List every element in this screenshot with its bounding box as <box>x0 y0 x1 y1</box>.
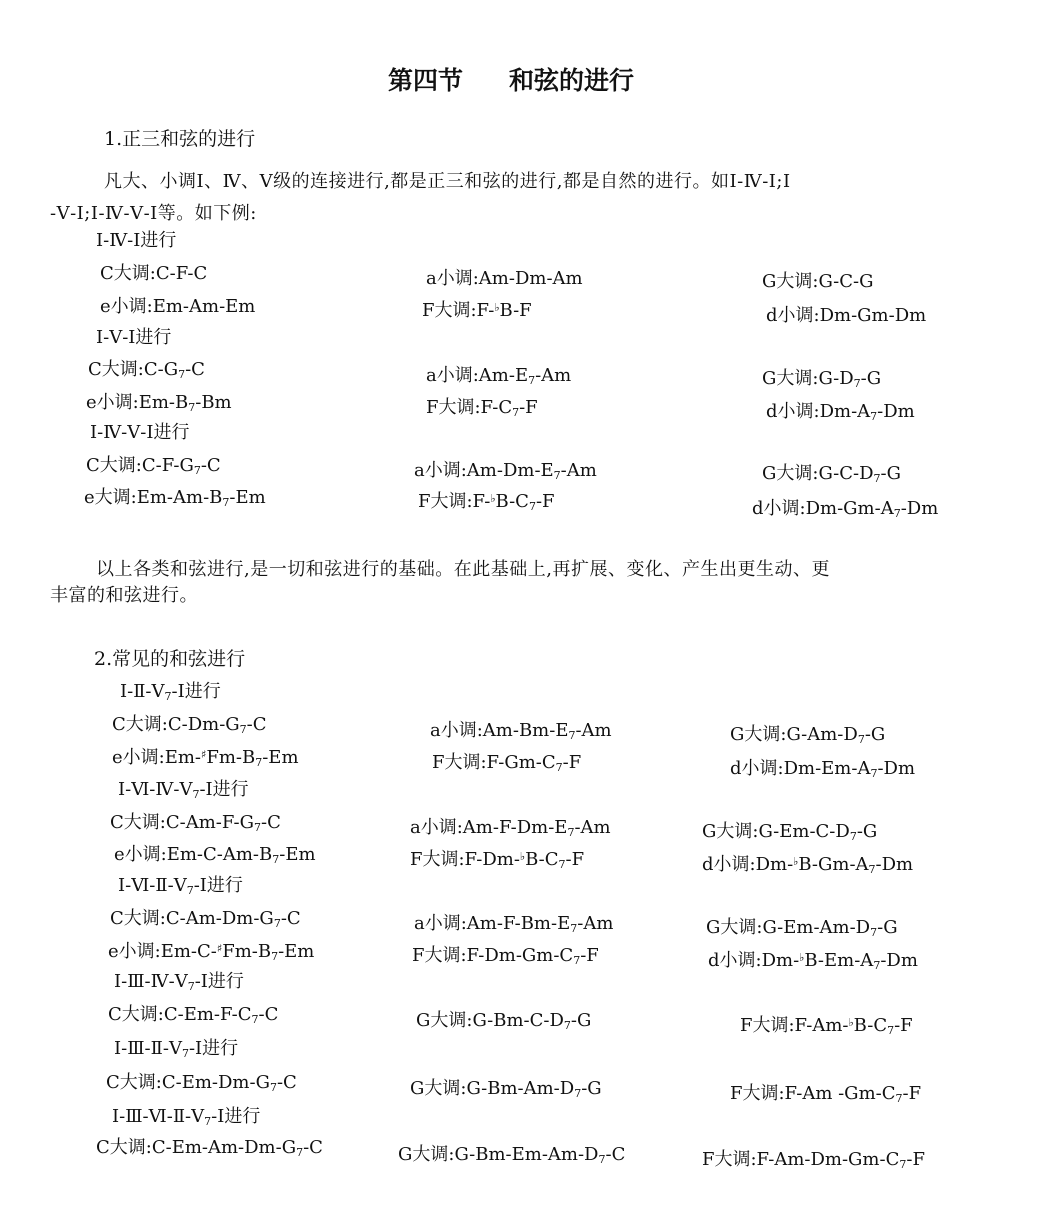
chord-line: a小调$:Am-E_7-Am$ <box>426 365 572 387</box>
chord-line: F大调$:F-Gm-C_7-F$ <box>432 752 582 774</box>
chord-line: G大调$:G-Em-C-D_7-G$ <box>702 821 878 843</box>
chord-line: C大调$:C-F-G_7-C$ <box>86 455 221 477</box>
paragraph-1-line-2: -Ⅴ-Ⅰ;Ⅰ-Ⅳ-Ⅴ-Ⅰ等。如下例: <box>50 203 257 224</box>
chord-line: e小调$:Em-B_7-Bm$ <box>86 392 232 414</box>
heading-2: 2.常见的和弦进行 <box>94 648 246 670</box>
progression-label: $Ⅰ-Ⅲ-Ⅳ-Ⅴ_7-Ⅰ$进行 <box>114 971 244 993</box>
chord-line: G大调$:G-Em-Am-D_7-G$ <box>706 917 898 939</box>
chord-line: a小调$:Am-Bm-E_7-Am$ <box>430 720 612 742</box>
chord-line: e小调:Em-Am-Em <box>100 296 256 317</box>
chord-line: F大调$:F-Dm-Gm-C_7-F$ <box>412 945 599 967</box>
chord-line: G大调$:G-Bm-Am-D_7-G$ <box>410 1078 602 1100</box>
chord-line: a小调$:Am-F-Bm-E_7-Am$ <box>414 913 614 935</box>
chord-line: e大调$:Em-Am-B_7-Em$ <box>84 487 266 509</box>
progression-label: Ⅰ-Ⅴ-Ⅰ进行 <box>96 327 172 348</box>
chord-line: F大调:F-♭B-F <box>422 300 532 321</box>
chord-line: C大调$:C-Em-F-C_7-C$ <box>108 1004 279 1026</box>
chord-line: G大调:G-C-G <box>762 271 874 292</box>
progression-label: $Ⅰ-Ⅲ-Ⅱ-Ⅴ_7-Ⅰ$进行 <box>114 1038 239 1060</box>
chord-line: F大调$:F-C_7-F$ <box>426 397 538 419</box>
progression-label: $Ⅰ-Ⅵ-Ⅳ-Ⅴ_7-Ⅰ$进行 <box>118 779 249 801</box>
chord-line: e小调$:Em-^♯Fm-B_7-Em$ <box>112 747 299 769</box>
heading-1: 1.正三和弦的进行 <box>104 128 256 150</box>
chord-line: F大调$:F-Am-Dm-Gm-C_7-F$ <box>702 1149 925 1171</box>
chord-line: C大调:C-F-C <box>100 263 208 284</box>
paragraph-1-line-1: 凡大、小调Ⅰ、Ⅳ、Ⅴ级的连接进行,都是正三和弦的进行,都是自然的进行。如Ⅰ-Ⅳ-Ⅰ;Ⅰ <box>104 171 791 192</box>
chord-line: d小调$:Dm-Gm-A_7-Dm$ <box>752 498 939 520</box>
chord-line: G大调$:G-C-D_7-G$ <box>762 463 901 485</box>
chord-line: F大调:F-Am $-Gm-C_7-F$ <box>730 1083 922 1105</box>
chord-line: e小调$:Em-C-^♯Fm-B_7-Em$ <box>108 941 315 963</box>
chord-line: C大调$:C-Am-F-G_7-C$ <box>110 812 281 834</box>
chord-line: G大调$:G-Am-D_7-G$ <box>730 724 886 746</box>
chord-line: C大调$:C-G_7-C$ <box>88 359 205 381</box>
chord-line: F大调$:F-Am-^♭B-C_7-F$ <box>740 1015 913 1037</box>
summary-line-2: 丰富的和弦进行。 <box>50 585 198 606</box>
summary-line-1: 以上各类和弦进行,是一切和弦进行的基础。在此基础上,再扩展、变化、产生出更生动、更 <box>96 559 830 580</box>
chord-line: C大调$:C-Em-Am-Dm-G_7-C$ <box>96 1137 323 1159</box>
chord-line: F大调$:F-Dm-^♭B-C_7-F$ <box>410 849 585 871</box>
progression-label: Ⅰ-Ⅳ-Ⅴ-Ⅰ进行 <box>90 422 190 443</box>
progression-label: Ⅰ-Ⅳ-Ⅰ进行 <box>96 230 177 251</box>
chord-line: a小调:Am-Dm-Am <box>426 268 583 289</box>
chord-line: G大调$:G-Bm-Em-Am-D_7-C$ <box>398 1144 626 1166</box>
chord-line: d小调$:Dm-^♭B-Gm-A_7-Dm$ <box>702 854 914 876</box>
chord-line: a小调$:Am-F-Dm-E_7-Am$ <box>410 817 611 839</box>
progression-label: $Ⅰ-Ⅵ-Ⅱ-Ⅴ_7-Ⅰ$进行 <box>118 875 243 897</box>
chord-line: a小调$:Am-Dm-E_7-Am$ <box>414 460 597 482</box>
progression-label: $Ⅰ-Ⅲ-Ⅵ-Ⅱ-Ⅴ_7-Ⅰ$进行 <box>112 1106 261 1128</box>
chord-line: d小调$:Dm-^♭B-Em-A_7-Dm$ <box>708 950 918 972</box>
chord-line: G大调$:G-Bm-C-D_7-G$ <box>416 1010 592 1032</box>
chord-line: d小调$:Dm-A_7-Dm$ <box>766 401 915 423</box>
chord-line: d小调:Dm-Gm-Dm <box>766 305 927 326</box>
chord-line: G大调$:G-D_7-G$ <box>762 368 882 390</box>
section-title <box>388 68 634 93</box>
progression-label: $Ⅰ-Ⅱ-Ⅴ_7-Ⅰ$进行 <box>120 681 221 703</box>
chord-line: d小调$:Dm-Em-A_7-Dm$ <box>730 758 916 780</box>
chord-line: F大调$:F-^♭B-C_7-F$ <box>418 491 555 513</box>
chord-line: C大调$:C-Am-Dm-G_7-C$ <box>110 908 301 930</box>
chord-line: C大调$:C-Dm-G_7-C$ <box>112 714 267 736</box>
chord-line: e小调$:Em-C-Am-B_7-Em$ <box>114 844 316 866</box>
section-number: 第四节 <box>388 66 464 95</box>
section-name: 和弦的进行 <box>509 66 635 95</box>
chord-line: C大调$:C-Em-Dm-G_7-C$ <box>106 1072 297 1094</box>
